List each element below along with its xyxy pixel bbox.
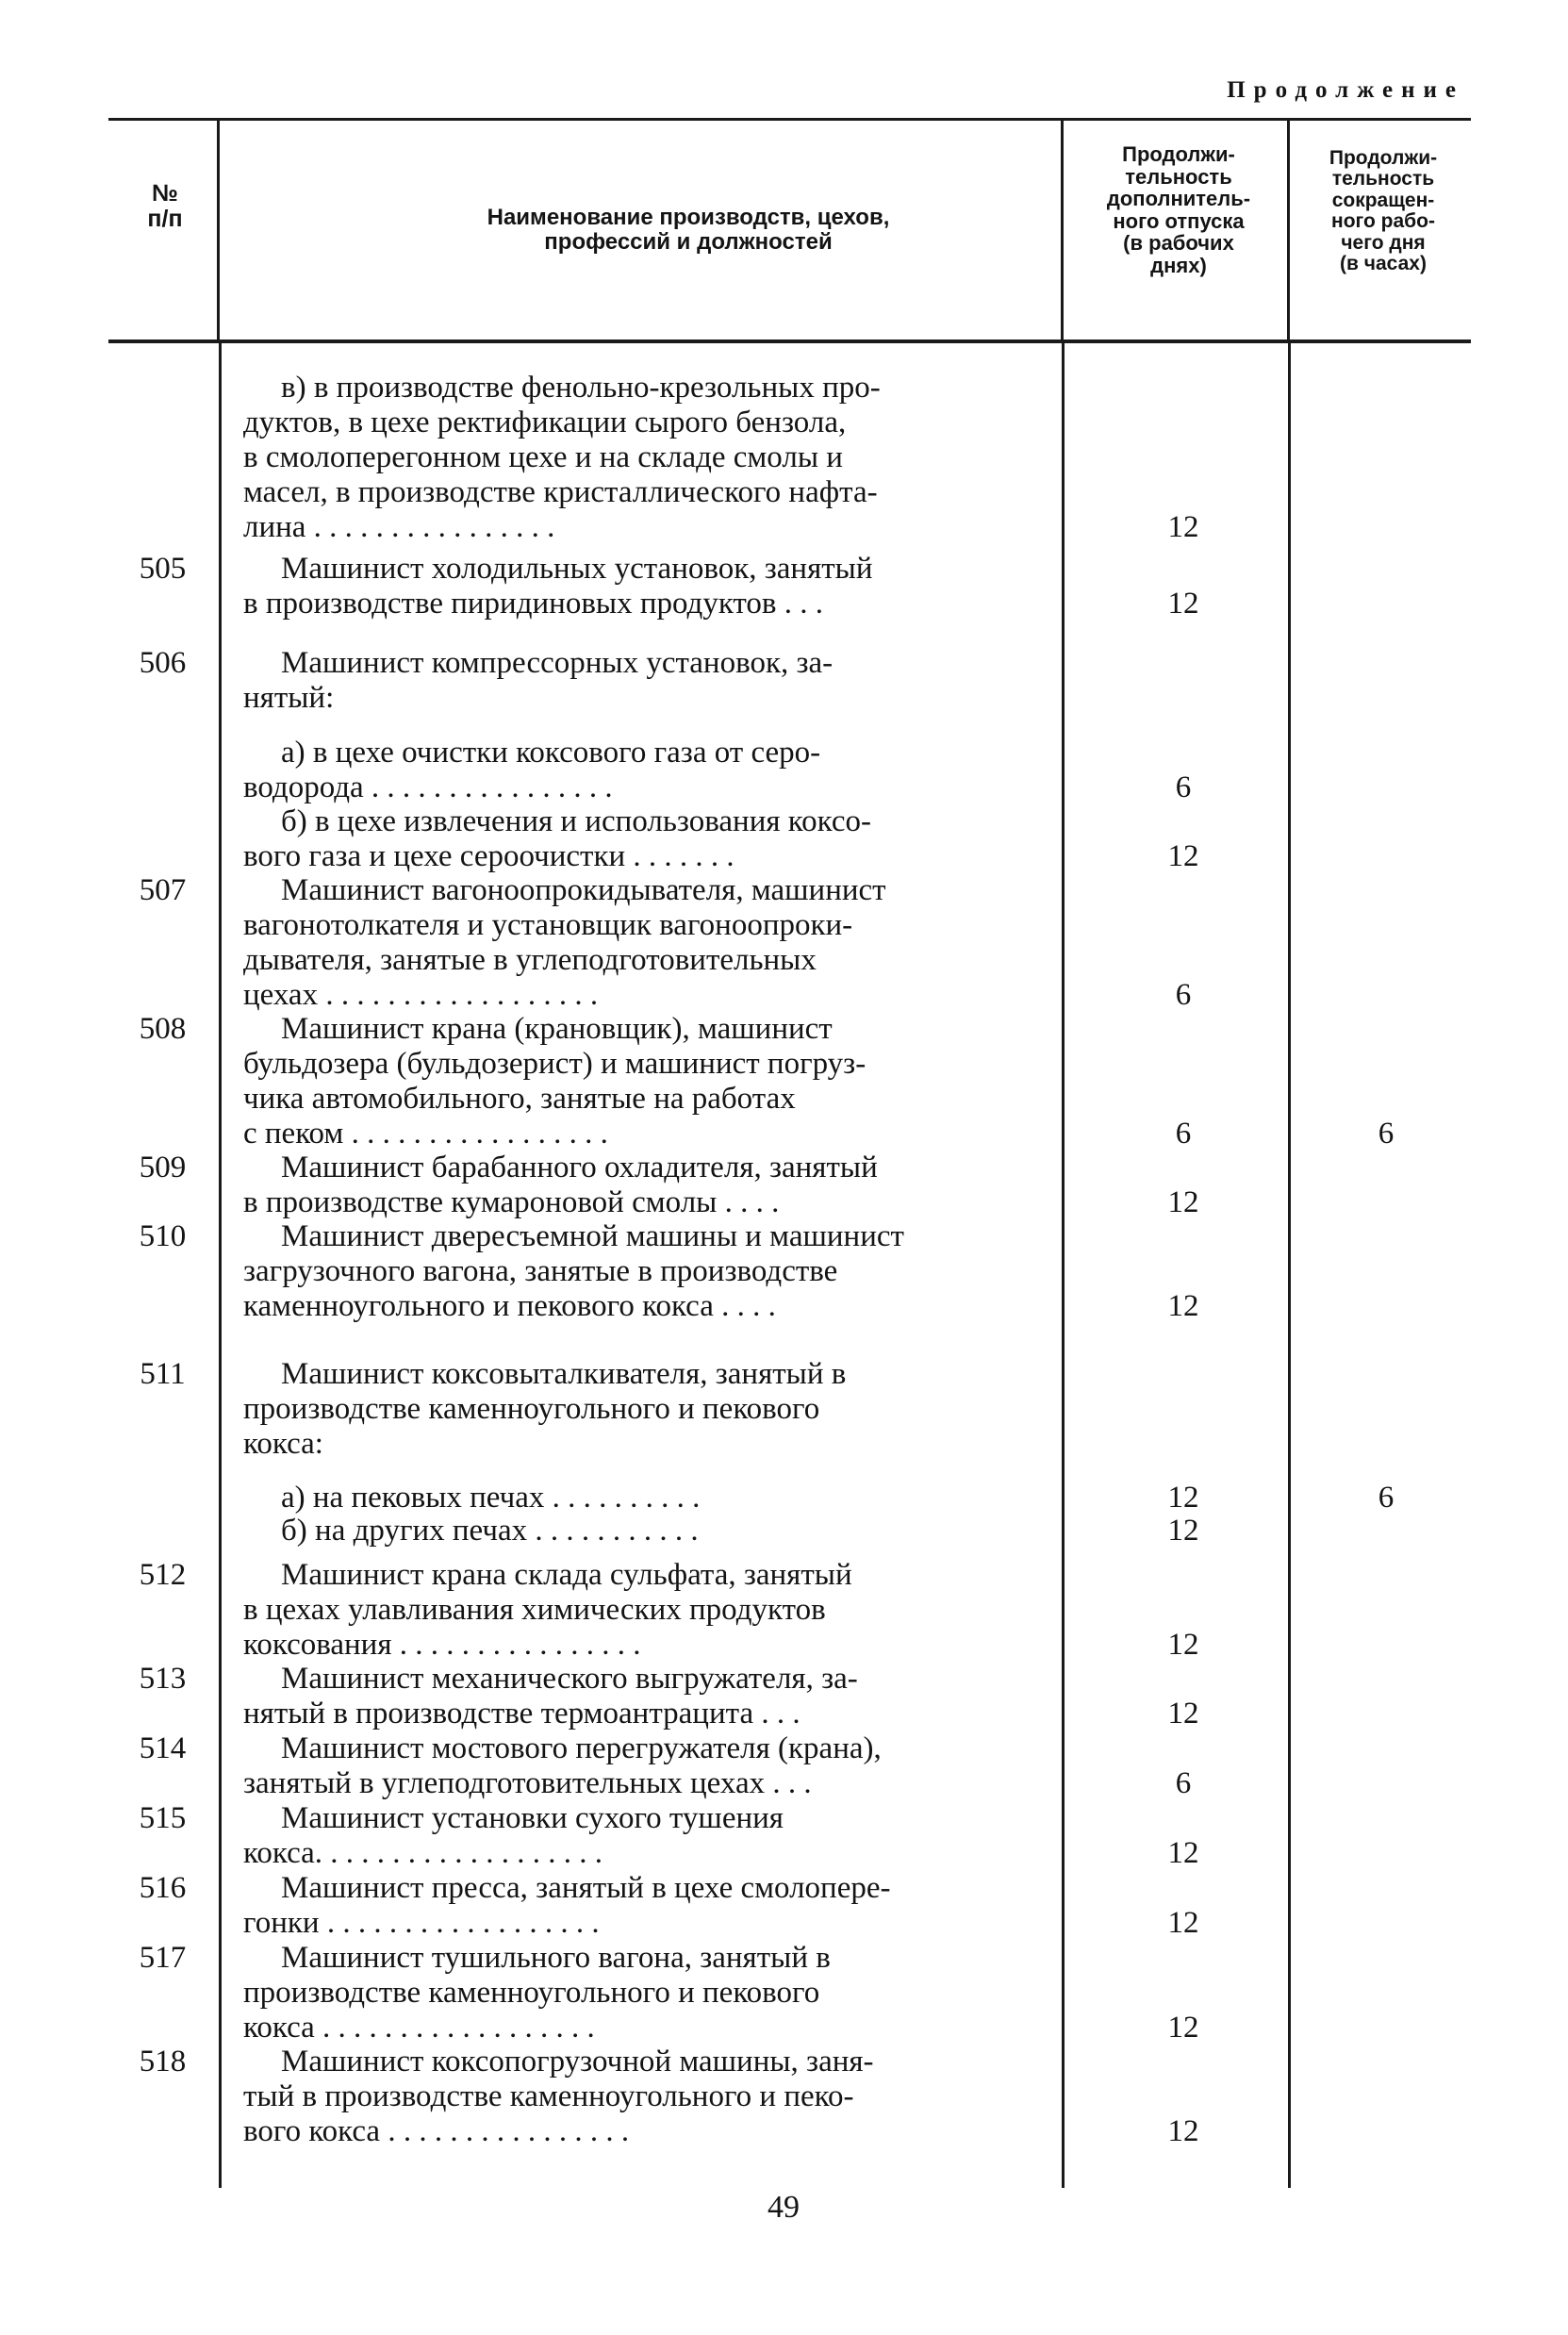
additional-leave-days: 12 bbox=[1167, 1697, 1199, 1731]
additional-leave-days: 12 bbox=[1167, 839, 1199, 873]
column-divider-1-body bbox=[219, 343, 222, 2188]
additional-leave-days: 6 bbox=[1175, 1766, 1192, 1800]
column-divider-2-body bbox=[1062, 343, 1065, 2188]
row-description bbox=[243, 1941, 1056, 2045]
additional-leave-days: 12 bbox=[1167, 1481, 1199, 1515]
row-number: 515 bbox=[139, 1801, 187, 1835]
description-line: Машинист компрессорных установок, за- bbox=[281, 646, 834, 680]
description-line: чика автомобильного, занятые на работах bbox=[243, 1082, 796, 1116]
reduced-day-hours: 6 bbox=[1378, 1117, 1395, 1151]
header-bottom-rule bbox=[108, 339, 1471, 343]
description-line: Машинист установки сухого тушения bbox=[281, 1801, 784, 1835]
description-line: масел, в производстве кристаллического нафта- bbox=[243, 475, 878, 509]
page-number: 49 bbox=[767, 2190, 800, 2225]
description-line: бульдозера (бульдозерист) и машинист погруз- bbox=[243, 1047, 867, 1081]
header-reduced-line: ного рабо- bbox=[1331, 210, 1435, 233]
description-line: вого газа и цехе сероочистки . . . . . . . bbox=[243, 839, 734, 873]
description-line: производстве каменноугольного и пекового bbox=[243, 1976, 820, 2010]
row-number: 508 bbox=[139, 1012, 187, 1046]
description-line: а) в цехе очистки коксового газа от серо- bbox=[281, 736, 821, 770]
description-line: гонки . . . . . . . . . . . . . . . . . . bbox=[243, 1906, 600, 1940]
row-description bbox=[243, 1357, 1056, 1462]
row-number: 507 bbox=[139, 873, 187, 907]
header-number-line: п/п bbox=[147, 205, 183, 232]
description-line: а) на пековых печах . . . . . . . . . . bbox=[281, 1481, 701, 1515]
row-description bbox=[243, 2045, 1056, 2149]
description-line: Машинист коксопогрузочной машины, заня- bbox=[281, 2045, 874, 2078]
additional-leave-days: 12 bbox=[1167, 587, 1199, 621]
description-line: в производстве пиридиновых продуктов . . . bbox=[243, 587, 823, 621]
header-additional-line: ного отпуска bbox=[1113, 208, 1245, 233]
header-reduced-line: тельность bbox=[1331, 168, 1435, 190]
additional-leave-days: 12 bbox=[1167, 1836, 1199, 1870]
additional-leave-days: 12 bbox=[1167, 510, 1199, 544]
description-line: коксования . . . . . . . . . . . . . . . . bbox=[243, 1628, 641, 1662]
row-description bbox=[243, 736, 1056, 805]
header-additional-line: тельность bbox=[1125, 164, 1232, 189]
description-line: с пеком . . . . . . . . . . . . . . . . . bbox=[243, 1117, 608, 1151]
description-line: вого кокса . . . . . . . . . . . . . . . . bbox=[243, 2114, 630, 2148]
header-name bbox=[349, 206, 1028, 254]
column-divider-2 bbox=[1061, 120, 1064, 339]
row-description bbox=[243, 1481, 1056, 1515]
additional-leave-days: 12 bbox=[1167, 1906, 1199, 1940]
description-line: кокса. . . . . . . . . . . . . . . . . . . bbox=[243, 1836, 603, 1870]
description-line: цехах . . . . . . . . . . . . . . . . . . bbox=[243, 978, 599, 1012]
description-line: Машинист холодильных установок, занятый bbox=[281, 552, 873, 586]
row-number: 510 bbox=[139, 1219, 187, 1253]
description-line: б) на других печах . . . . . . . . . . . bbox=[281, 1514, 699, 1548]
header-reduced-line: чего дня bbox=[1341, 231, 1426, 254]
additional-leave-days: 12 bbox=[1167, 1289, 1199, 1323]
description-line: в цехах улавливания химических продуктов bbox=[243, 1593, 826, 1627]
row-description bbox=[243, 1731, 1056, 1801]
description-line: в) в производстве фенольно-крезольных про- bbox=[281, 371, 881, 405]
description-line: в смолоперегонном цехе и на складе смолы и bbox=[243, 440, 843, 474]
additional-leave-days: 12 bbox=[1167, 2114, 1199, 2148]
description-line: вагонотолкателя и установщик вагоноопроки- bbox=[243, 908, 853, 942]
row-number: 506 bbox=[139, 646, 187, 680]
header-number-line: № bbox=[152, 180, 178, 207]
description-line: Машинист мостового перегружателя (крана), bbox=[281, 1731, 882, 1765]
additional-leave-days: 6 bbox=[1175, 770, 1192, 804]
row-number: 513 bbox=[139, 1662, 187, 1696]
description-line: каменноугольного и пекового кокса . . . . bbox=[243, 1289, 776, 1323]
row-number: 518 bbox=[139, 2045, 187, 2078]
header-name-line: Наименование производств, цехов, bbox=[487, 205, 890, 230]
additional-leave-days: 12 bbox=[1167, 1514, 1199, 1548]
table-top-rule bbox=[108, 118, 1471, 121]
description-line: Машинист тушильного вагона, занятый в bbox=[281, 1941, 831, 1975]
column-divider-3 bbox=[1287, 120, 1290, 339]
description-line: тый в производстве каменноугольного и пеко- bbox=[243, 2079, 854, 2113]
row-description bbox=[243, 1558, 1056, 1663]
additional-leave-days: 12 bbox=[1167, 1185, 1199, 1219]
description-line: Машинист двересъемной машины и машинист bbox=[281, 1219, 904, 1253]
header-additional-line: Продолжи- bbox=[1122, 142, 1235, 166]
description-line: кокса: bbox=[243, 1427, 323, 1461]
row-number: 516 bbox=[139, 1871, 187, 1905]
description-line: Машинист крана склада сульфата, занятый bbox=[281, 1558, 852, 1592]
description-line: дуктов, в цехе ректификации сырого бензола, bbox=[243, 406, 847, 439]
description-line: загрузочного вагона, занятые в производстве bbox=[243, 1254, 838, 1288]
additional-leave-days: 12 bbox=[1167, 2011, 1199, 2045]
header-reduced-day bbox=[1298, 148, 1468, 275]
row-description bbox=[243, 873, 1056, 1013]
row-description bbox=[243, 1151, 1056, 1220]
row-description bbox=[243, 552, 1056, 621]
header-reduced-line: Продолжи- bbox=[1329, 147, 1438, 169]
row-number: 517 bbox=[139, 1941, 187, 1975]
row-number: 509 bbox=[139, 1151, 187, 1184]
column-divider-3-body bbox=[1288, 343, 1291, 2188]
row-number: 505 bbox=[139, 552, 187, 586]
header-additional-line: дополнитель- bbox=[1106, 187, 1251, 211]
continued-label: Продолжение bbox=[1227, 77, 1464, 103]
row-description bbox=[243, 646, 1056, 716]
row-description bbox=[243, 1801, 1056, 1871]
column-divider-1 bbox=[217, 120, 220, 339]
header-reduced-line: (в часах) bbox=[1340, 253, 1427, 275]
description-line: дывателя, занятые в углеподготовительных bbox=[243, 943, 817, 977]
description-line: нятый: bbox=[243, 681, 335, 715]
header-additional-line: (в рабочих bbox=[1123, 231, 1234, 256]
additional-leave-days: 12 bbox=[1167, 1628, 1199, 1662]
header-additional-line: днях) bbox=[1150, 253, 1207, 277]
row-description bbox=[243, 1662, 1056, 1731]
description-line: водорода . . . . . . . . . . . . . . . . bbox=[243, 770, 613, 804]
description-line: в производстве кумароновой смолы . . . . bbox=[243, 1185, 780, 1219]
row-description bbox=[243, 804, 1056, 874]
row-description bbox=[243, 1219, 1056, 1324]
row-number: 514 bbox=[139, 1731, 187, 1765]
row-description bbox=[243, 1012, 1056, 1151]
description-line: Машинист механического выгружателя, за- bbox=[281, 1662, 858, 1696]
row-description bbox=[243, 1514, 1056, 1548]
row-description bbox=[243, 1871, 1056, 1941]
row-description bbox=[243, 371, 1056, 545]
row-number: 512 bbox=[139, 1558, 187, 1592]
header-number bbox=[113, 181, 217, 232]
header-reduced-line: сокращен- bbox=[1331, 189, 1435, 211]
additional-leave-days: 6 bbox=[1175, 1117, 1192, 1151]
reduced-day-hours: 6 bbox=[1378, 1481, 1395, 1515]
description-line: занятый в углеподготовительных цехах . . . bbox=[243, 1766, 812, 1800]
description-line: Машинист вагоноопрокидывателя, машинист bbox=[281, 873, 886, 907]
description-line: Машинист пресса, занятый в цехе смолопере- bbox=[281, 1871, 891, 1905]
header-name-line: профессий и должностей bbox=[544, 228, 833, 255]
description-line: б) в цехе извлечения и использования коксо- bbox=[281, 804, 871, 838]
description-line: кокса . . . . . . . . . . . . . . . . . . bbox=[243, 2011, 595, 2045]
description-line: Машинист крана (крановщик), машинист bbox=[281, 1012, 833, 1046]
description-line: лина . . . . . . . . . . . . . . . . bbox=[243, 510, 555, 544]
description-line: нятый в производстве термоантрацита . . . bbox=[243, 1697, 801, 1731]
description-line: Машинист коксовыталкивателя, занятый в bbox=[281, 1357, 847, 1391]
header-additional-leave bbox=[1073, 143, 1284, 276]
description-line: производстве каменноугольного и пекового bbox=[243, 1392, 820, 1426]
additional-leave-days: 6 bbox=[1175, 978, 1192, 1012]
description-line: Машинист барабанного охладителя, занятый bbox=[281, 1151, 878, 1184]
row-number: 511 bbox=[140, 1357, 186, 1391]
